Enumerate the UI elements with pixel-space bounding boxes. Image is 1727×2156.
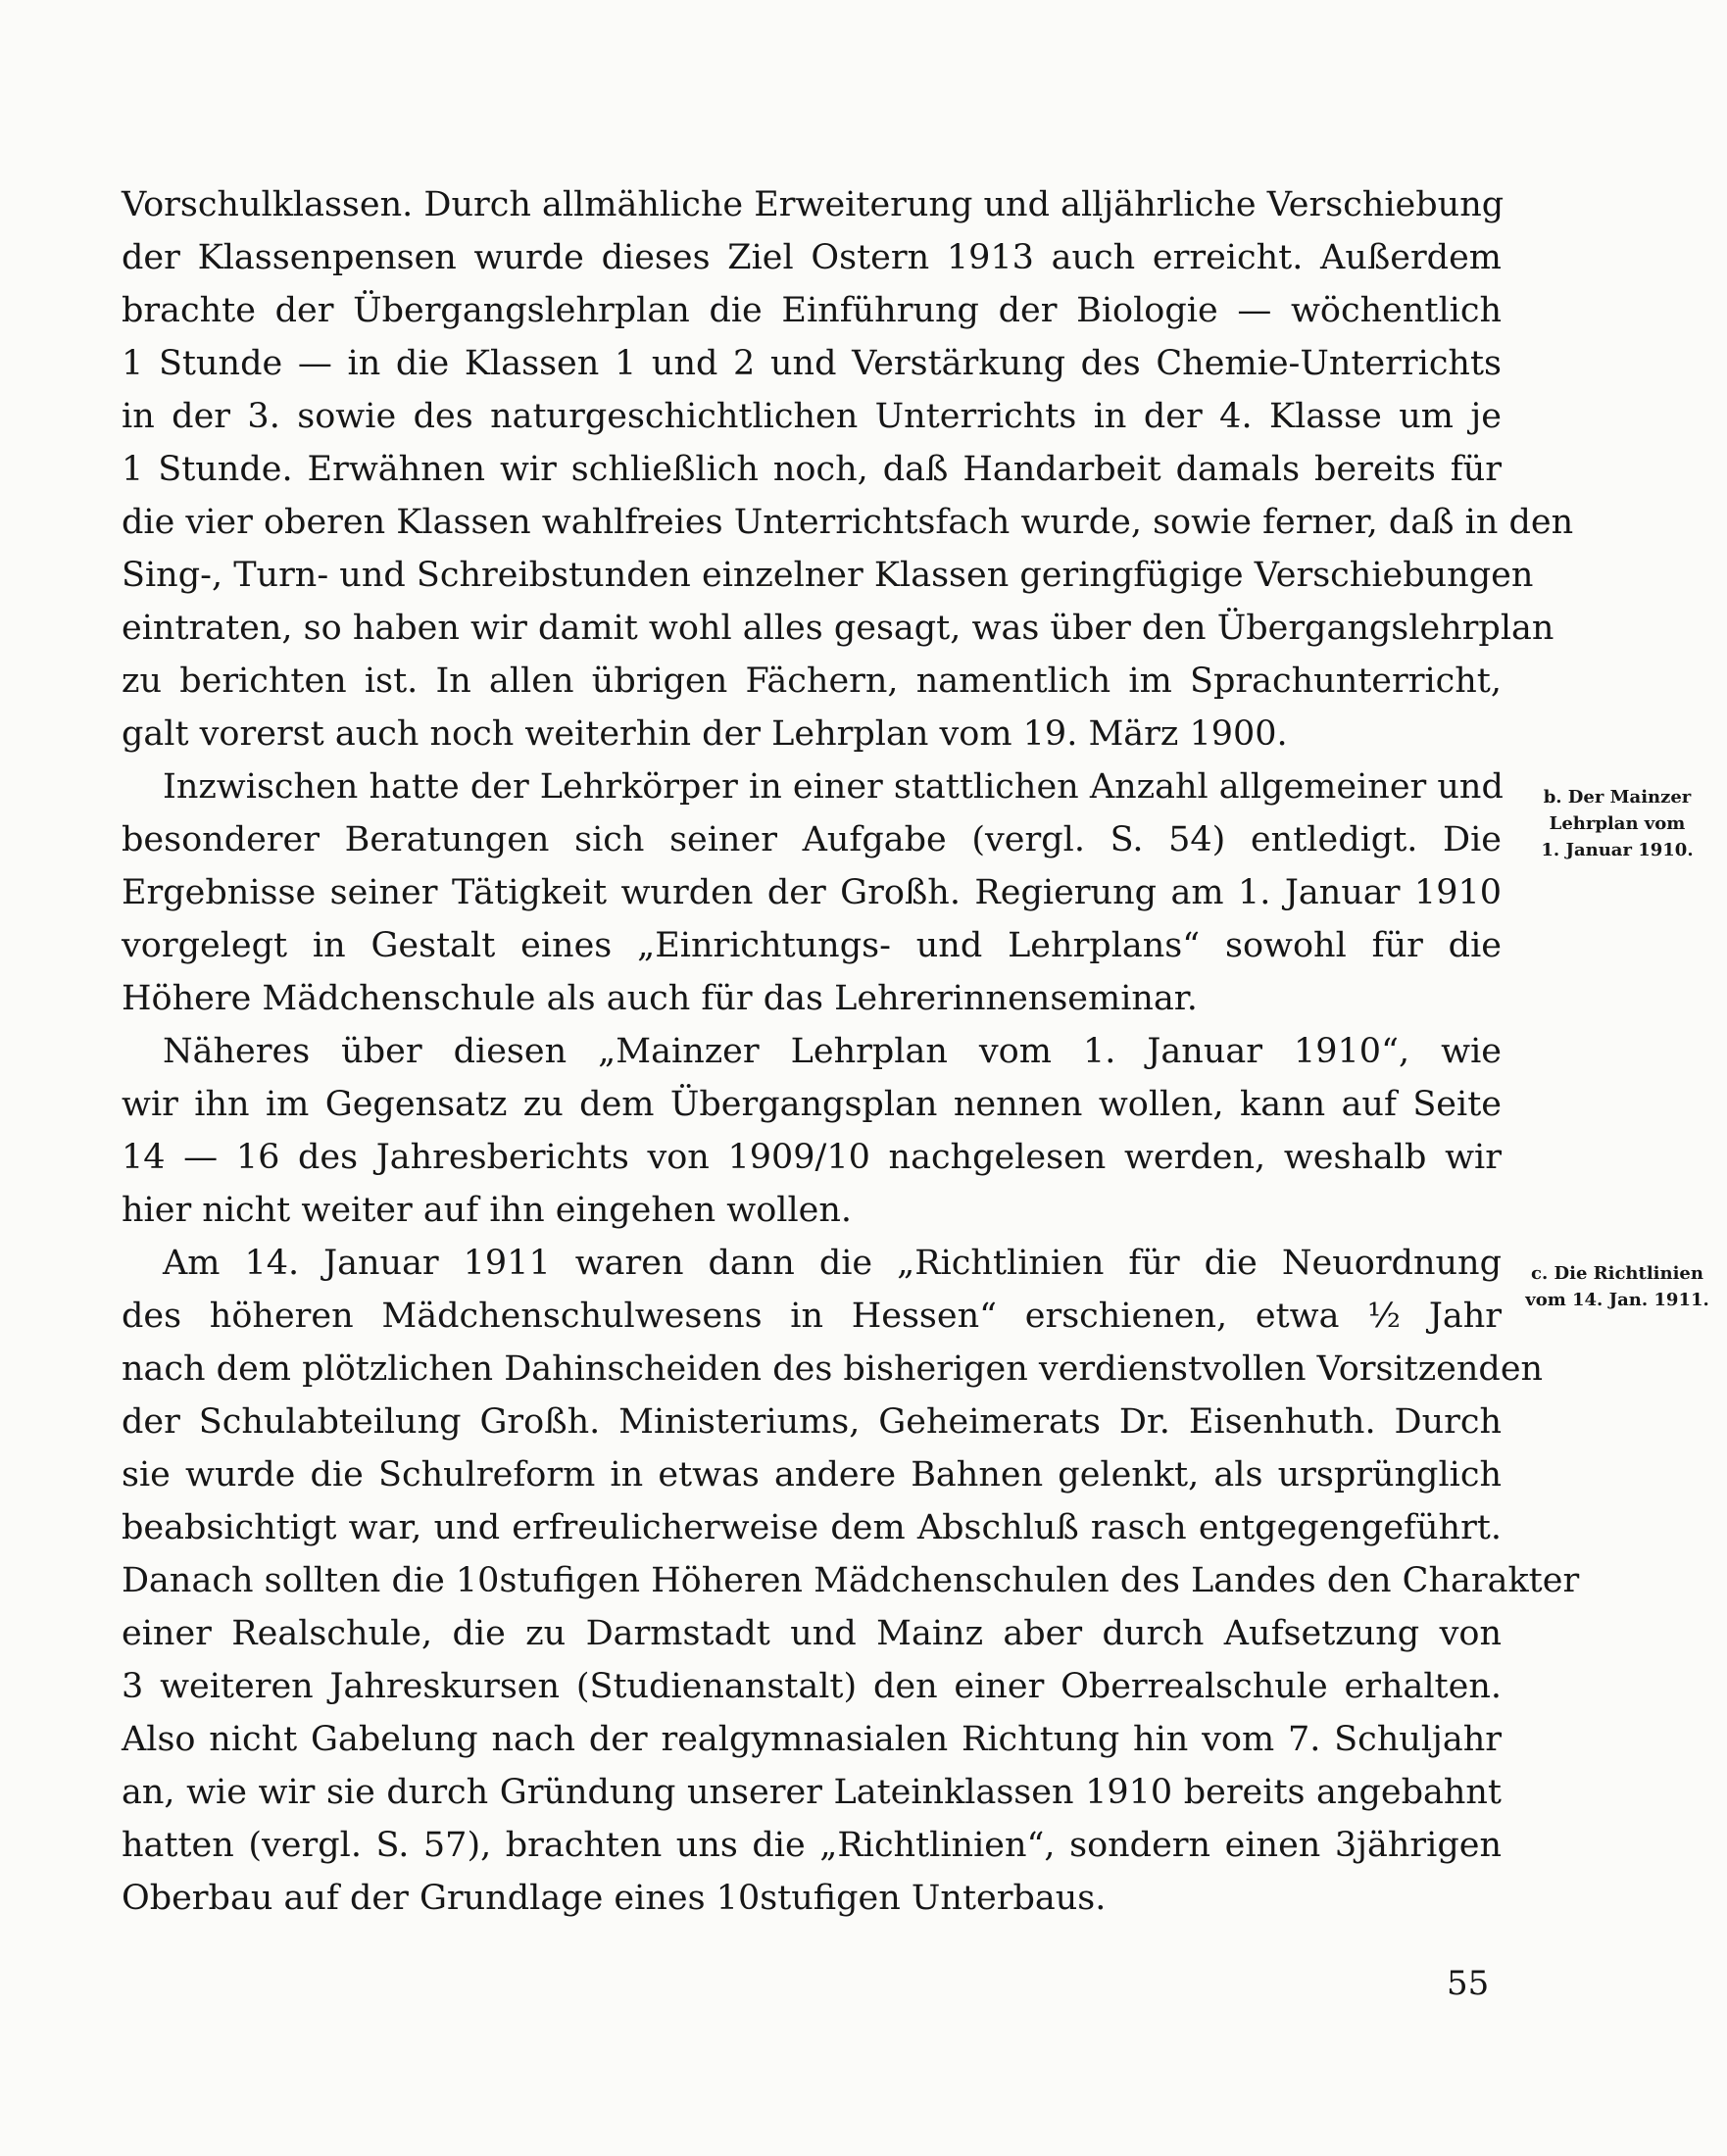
text-line: die vier oberen Klassen wahlfreies Unterrichtsfach wurde, sowie ferner, daß in den bbox=[122, 503, 1574, 542]
text-line: Am 14. Januar 1911 waren dann die „Richtlinien für die Neuordnung bbox=[163, 1244, 1502, 1283]
text-line: Höhere Mädchenschule als auch für das Lehrerinnenseminar. bbox=[122, 979, 1198, 1018]
text-line: nach dem plötzlichen Dahinscheiden des bisherigen verdienstvollen Vorsitzenden bbox=[122, 1349, 1544, 1389]
marginal-note-line: c. Die Richtlinien bbox=[1531, 1263, 1703, 1284]
text-line: Ergebnisse seiner Tätigkeit wurden der Großh. Regierung am 1. Januar 1910 bbox=[122, 873, 1502, 912]
text-line: in der 3. sowie des naturgeschichtlichen Unterrichts in der 4. Klasse um je bbox=[122, 397, 1502, 436]
text-line: Danach sollten die 10stufigen Höheren Mädchenschulen des Landes den Charakter bbox=[122, 1561, 1580, 1600]
text-line: eintraten, so haben wir damit wohl alles gesagt, was über den Übergangslehrplan bbox=[122, 609, 1554, 648]
page-number: 55 bbox=[1447, 1964, 1490, 2003]
marginal-note-mainzer-lehrplan bbox=[1514, 784, 1720, 863]
text-line: brachte der Übergangslehrplan die Einführung der Biologie — wöchentlich bbox=[122, 291, 1502, 330]
text-line: Inzwischen hatte der Lehrkörper in einer stattlichen Anzahl allgemeiner und bbox=[163, 767, 1504, 807]
text-line: des höheren Mädchenschulwesens in Hessen“ erschienen, etwa ½ Jahr bbox=[122, 1297, 1502, 1336]
text-line: zu berichten ist. In allen übrigen Fächern, namentlich im Sprachunterricht, bbox=[122, 662, 1502, 701]
text-line: der Klassenpensen wurde dieses Ziel Ostern 1913 auch erreicht. Außerdem bbox=[122, 238, 1502, 277]
text-line: 1 Stunde. Erwähnen wir schließlich noch, daß Handarbeit damals bereits für bbox=[122, 450, 1502, 489]
text-line: 1 Stunde — in die Klassen 1 und 2 und Verstärkung des Chemie-Unterrichts bbox=[122, 344, 1502, 383]
text-line: galt vorerst auch noch weiterhin der Lehrplan vom 19. März 1900. bbox=[122, 714, 1288, 754]
marginal-note-line: 1. Januar 1910. bbox=[1541, 840, 1694, 860]
text-line: beabsichtigt war, und erfreulicherweise dem Abschluß rasch entgegengeführt. bbox=[122, 1508, 1502, 1547]
text-line: hier nicht weiter auf ihn eingehen wollen. bbox=[122, 1191, 853, 1230]
text-line: 3 weiteren Jahreskursen (Studienanstalt) den einer Oberrealschule erhalten. bbox=[122, 1667, 1502, 1706]
text-line: sie wurde die Schulreform in etwas andere Bahnen gelenkt, als ursprünglich bbox=[122, 1455, 1502, 1494]
text-line: besonderer Beratungen sich seiner Aufgabe (vergl. S. 54) entledigt. Die bbox=[122, 820, 1502, 859]
text-line: hatten (vergl. S. 57), brachten uns die „Richtlinien“, sondern einen 3jährigen bbox=[122, 1826, 1502, 1865]
text-line: Oberbau auf der Grundlage eines 10stufigen Unterbaus. bbox=[122, 1879, 1107, 1918]
marginal-note-line: Lehrplan vom bbox=[1549, 813, 1686, 834]
text-line: Sing-, Turn- und Schreibstunden einzelner Klassen geringfügige Verschiebungen bbox=[122, 556, 1534, 595]
text-line: an, wie wir sie durch Gründung unserer Lateinklassen 1910 bereits angebahnt bbox=[122, 1773, 1502, 1812]
marginal-note-richtlinien bbox=[1514, 1260, 1720, 1313]
marginal-note-line: b. Der Mainzer bbox=[1543, 787, 1692, 808]
text-line: vorgelegt in Gestalt eines „Einrichtungs- und Lehrplans“ sowohl für die bbox=[122, 926, 1502, 965]
text-line: der Schulabteilung Großh. Ministeriums, Geheimerats Dr. Eisenhuth. Durch bbox=[122, 1402, 1502, 1442]
text-line: Näheres über diesen „Mainzer Lehrplan vom 1. Januar 1910“, wie bbox=[163, 1032, 1502, 1071]
marginal-note-line: vom 14. Jan. 1911. bbox=[1525, 1290, 1709, 1310]
text-line: Also nicht Gabelung nach der realgymnasialen Richtung hin vom 7. Schuljahr bbox=[122, 1720, 1502, 1759]
text-line: wir ihn im Gegensatz zu dem Übergangsplan nennen wollen, kann auf Seite bbox=[122, 1085, 1502, 1124]
text-line: einer Realschule, die zu Darmstadt und Mainz aber durch Aufsetzung von bbox=[122, 1614, 1502, 1653]
text-line: Vorschulklassen. Durch allmähliche Erweiterung und alljährliche Verschiebung bbox=[122, 185, 1505, 224]
text-line: 14 — 16 des Jahresberichts von 1909/10 nachgelesen werden, weshalb wir bbox=[122, 1138, 1502, 1177]
